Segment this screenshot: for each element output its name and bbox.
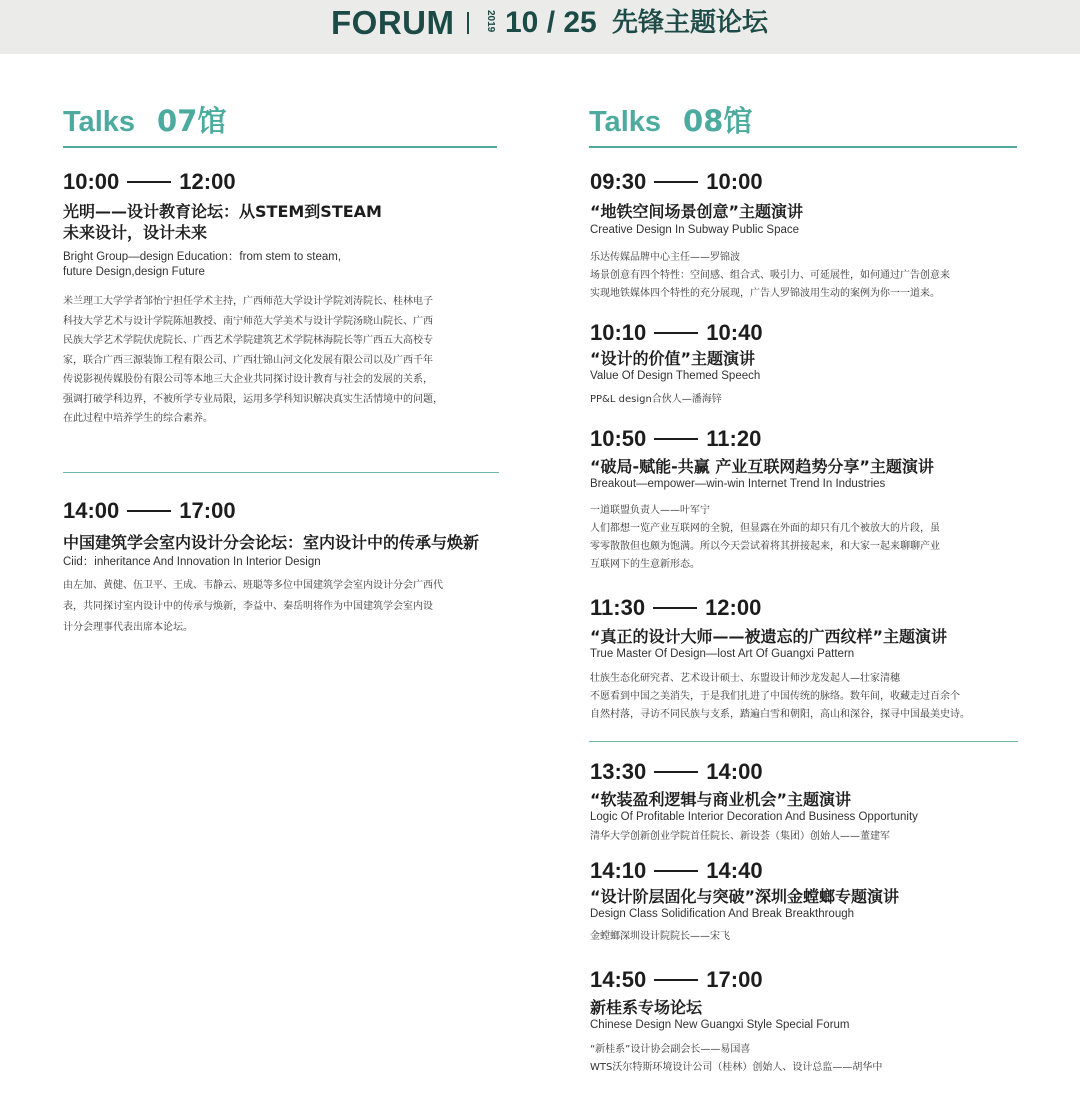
event-date: 10 / 25: [505, 6, 597, 39]
session-title-en: Logic Of Profitable Interior Decoration And Business Opportunity: [590, 811, 918, 823]
session-title-en: Chinese Design New Guangxi Style Special Forum: [590, 1019, 850, 1031]
session-description: 清华大学创新创业学院首任院长、新设荟（集团）创始人——董建军: [590, 831, 890, 842]
hall-07-heading: [63, 104, 226, 139]
hall-number: 07馆: [157, 104, 227, 138]
header-divider: [467, 12, 469, 34]
session-title: “地铁空间场景创意”主题演讲: [590, 202, 804, 221]
session-description: PP&L design合伙人—潘海锌: [590, 394, 722, 405]
session-time: 13:30 14:00: [590, 759, 763, 784]
session-right-6: [590, 858, 899, 946]
session-time: 14:50 17:00: [590, 967, 763, 992]
section-divider: [63, 146, 497, 148]
forum-subtitle: 先锋主题论坛: [612, 8, 769, 38]
session-description: 金螳螂深圳设计院院长——宋飞: [590, 931, 730, 942]
session-title-en: Design Class Solidification And Break Breakthrough: [590, 908, 855, 920]
session-right-2: [590, 320, 763, 409]
session-left-1: [63, 169, 443, 429]
session-title-en: Breakout—empower—win-win Internet Trend In Industries: [590, 478, 886, 490]
session-right-5: [590, 759, 918, 846]
session-right-3: [590, 426, 940, 574]
session-title: “设计阶层固化与突破”深圳金螳螂专题演讲: [590, 887, 900, 906]
session-description: “新桂系”设计协会副会长——易国喜 WTS沃尔特斯环境设计公司（桂林）创始人、设计总监——胡华中: [590, 1044, 883, 1073]
session-right-7: [590, 967, 882, 1077]
session-title-en: Value Of Design Themed Speech: [590, 370, 761, 382]
year-label: 2019: [485, 10, 496, 33]
section-divider: [589, 741, 1018, 742]
session-title: “真正的设计大师——被遗忘的广西纹样”主题演讲: [590, 627, 948, 646]
session-description: 壮族生态化研究者、艺术设计硕士、东盟设计师沙龙发起人—壮家清穗 不愿看到中国之美消失，于是我们扎进了中国传统的脉络。数年间，收藏走过百余个 自然村落，寻访不同民族与支系，踏遍白雪和朝阳，高山和深谷，探寻中国最美史诗。: [590, 673, 970, 720]
session-right-4: [590, 595, 970, 724]
hall-08-heading: [589, 104, 752, 139]
session-title: “破局-赋能-共赢 产业互联网趋势分享”主题演讲: [590, 457, 934, 476]
session-title: 光明——设计教育论坛：从STEM到STEAM: [63, 202, 382, 221]
session-title-en: True Master Of Design—lost Art Of Guangxi Pattern: [590, 648, 855, 660]
talks-label: Talks: [63, 106, 136, 138]
session-title: 未来设计，设计未来: [63, 223, 208, 242]
section-divider: [63, 472, 499, 473]
session-description: 由左加、黄健、伍卫平、王成、韦静云、班聪等多位中国建筑学会室内设计分会广西代 表，共同探讨室内设计中的传承与焕新，李益中、秦岳明将作为中国建筑学会室内设 计分会理事代表出席本论坛。: [63, 580, 443, 633]
session-title: 中国建筑学会室内设计分会论坛：室内设计中的传承与焕新: [63, 533, 480, 552]
session-title-en: future Design,design Future: [63, 266, 205, 278]
session-description: 一道联盟负责人——叶军宁 人们都想一览产业互联网的全貌，但显露在外面的却只有几个被放大的片段，虽 零零散散但也颇为饱满。所以今天尝试着将其拼接起来，和大家一起来聊聊产业 互联网下的生意新形态。: [590, 505, 940, 570]
forum-title: FORUM: [331, 4, 455, 41]
session-time: 10:50 11:20: [590, 426, 762, 451]
header-banner: [0, 0, 1080, 54]
session-description: 乐达传媒品牌中心主任——罗锦波 场景创意有四个特性：空间感、组合式、吸引力、可延展性，如何通过广告创意来 实现地铁媒体四个特性的充分展现，广告人罗锦波用生动的案例为你一一道来。: [590, 252, 950, 299]
session-title: “设计的价值”主题演讲: [590, 349, 756, 368]
session-description: 米兰理工大学学者邹怡宁担任学术主持，广西师范大学设计学院刘涛院长、桂林电子 科技大学艺术与设计学院陈旭教授、南宁师范大学美术与设计学院汤晓山院长、广西 民族大学艺术学院伏虎院长、广西艺术学院建筑艺术学院林海院长等广西五大高校专 家，联合广西三源装饰工程有限公司、广西壮锦山河文化发展有限公司以及广西千年 传说影视传媒股份有限公司等本地三大企业共同探讨设计教育与社会的发展的关系， 强调打破学科边界，不被所学专业局限，运用多学科知识解决真实生活情境中的问题， 在此过程中培养学生的综合素养。: [63, 296, 443, 424]
session-time: 10:10 10:40: [590, 320, 763, 345]
session-title-en: Ciid：inheritance And Innovation In Interior Design: [63, 556, 321, 568]
session-title: “软装盈利逻辑与商业机会”主题演讲: [590, 790, 852, 809]
talks-label: Talks: [589, 106, 662, 138]
section-divider: [589, 146, 1017, 148]
session-time: 10:00 12:00: [63, 169, 236, 194]
session-time: 11:30 12:00: [590, 595, 762, 620]
session-title-en: Bright Group—design Education：from stem to steam,: [63, 251, 342, 263]
session-title-en: Creative Design In Subway Public Space: [590, 224, 800, 236]
session-time: 14:10 14:40: [590, 858, 763, 883]
session-time: 14:00 17:00: [63, 498, 236, 523]
session-right-1: [590, 169, 950, 303]
session-time: 09:30 10:00: [590, 169, 763, 194]
session-left-2: [63, 498, 479, 638]
session-title: 新桂系专场论坛: [590, 998, 703, 1017]
hall-number: 08馆: [683, 104, 753, 138]
